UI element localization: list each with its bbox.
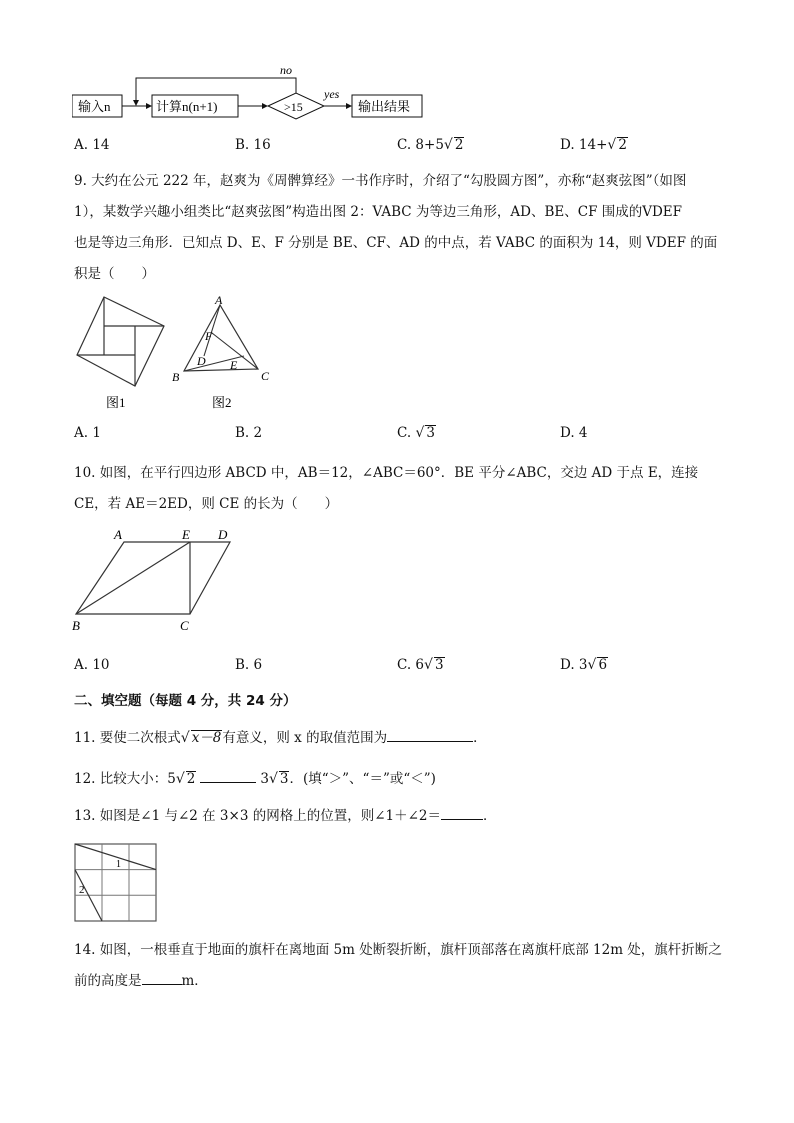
q9-option-c-text: C. xyxy=(397,425,416,441)
fig2-label-a: A xyxy=(215,293,223,307)
q11-answer-blank[interactable] xyxy=(387,729,473,742)
q11-suffix: 有意义，则 x 的取值范围为 xyxy=(222,730,388,746)
flow-compute-text: 计算n(n+1) xyxy=(156,99,218,114)
q13-text: 13. 如图是∠1 与∠2 在 3×3 的网格上的位置，则∠1＋∠2＝ xyxy=(74,808,442,824)
q10-option-c[interactable] xyxy=(397,656,445,674)
q9-line-1: 9. 大约在公元 222 年，赵爽为《周髀算经》一书作序时，介绍了“勾股圆方图”，亦称“赵爽弦图”（如图 xyxy=(74,173,687,189)
radical-sign: √ xyxy=(443,137,453,153)
radical-sign: √ xyxy=(607,137,617,153)
q9-option-a-text: A. 1 xyxy=(74,425,101,441)
q12-radicand-2: 3 xyxy=(279,771,289,787)
q9-option-b-text: B. 2 xyxy=(235,425,263,441)
q10-option-d-text: D. 3 xyxy=(560,657,588,673)
q8-option-d-text: D. 14+ xyxy=(560,137,608,153)
q8-option-d[interactable] xyxy=(560,136,628,154)
q8-option-d-radicand: 2 xyxy=(618,137,627,153)
radical-sign: √ xyxy=(415,425,425,441)
q12-prefix: 12. 比较大小：5 xyxy=(74,771,176,787)
fig-q10-label-e: E xyxy=(182,527,190,542)
q9-line-2: 1），某数学兴趣小组类比“赵爽弦图”构造出图 2：VABC 为等边三角形，AD、BE、CF 围成的VDEF xyxy=(74,204,683,220)
q14-prefix: 前的高度是 xyxy=(74,973,142,989)
q10-option-a-text: A. 10 xyxy=(74,657,110,673)
fig2-label-c: C xyxy=(261,369,270,383)
fig-q10-label-b: B xyxy=(72,618,80,633)
radical-sign: √ xyxy=(175,771,185,787)
fig2-label-d: D xyxy=(197,354,206,368)
q8-option-a[interactable] xyxy=(74,136,110,154)
q13-angle-2-label: 2 xyxy=(79,884,85,896)
flow-condition-text: >15 xyxy=(284,100,303,114)
q13-end: ． xyxy=(483,808,497,824)
q11-prefix: 11. 要使二次根式 xyxy=(74,730,181,746)
fig2-label-e: E xyxy=(230,358,238,372)
q8-flowchart xyxy=(72,60,432,120)
q14-line-1: 14. 如图，一根垂直于地面的旗杆在离地面 5m 处断裂折断，旗杆顶部落在离旗杆底部 12m 处，旗杆折断之 xyxy=(74,942,722,958)
radical-sign: √ xyxy=(268,771,278,787)
q9-figure-2 xyxy=(170,293,280,415)
q14-suffix: m． xyxy=(181,973,208,989)
q10-option-d[interactable] xyxy=(560,656,608,674)
q12-mid: 3 xyxy=(260,771,269,787)
fig2-label-b: B xyxy=(172,370,180,384)
q9-option-d[interactable] xyxy=(560,424,588,442)
q13-angle-1-label: 1 xyxy=(116,859,121,870)
q9-option-c-radicand: 3 xyxy=(426,425,435,441)
q10-line-1: 10. 如图，在平行四边形 ABCD 中，AB＝12，∠ABC＝60°．BE 平分∠ABC，交边 AD 于点 E，连接 xyxy=(74,465,699,481)
fig2-label-f: F xyxy=(205,329,213,343)
q8-option-c[interactable] xyxy=(397,136,464,154)
q14-answer-blank[interactable] xyxy=(142,972,182,985)
q8-option-c-text: C. 8+5 xyxy=(397,137,444,153)
radical-sign: √ xyxy=(180,730,190,746)
flow-yes-label: yes xyxy=(324,87,340,101)
q8-option-b[interactable] xyxy=(235,136,271,154)
q14-line-2 xyxy=(74,972,208,990)
q9-option-a[interactable] xyxy=(74,424,101,442)
fig-q10-label-c: C xyxy=(180,618,189,633)
q10-option-c-text: C. 6 xyxy=(397,657,425,673)
q9-option-c[interactable] xyxy=(397,424,436,442)
radical-sign: √ xyxy=(424,657,433,673)
q9-line-4: 积是（ ） xyxy=(74,266,155,282)
flowchart-diagram xyxy=(72,60,432,120)
q9-figure-1 xyxy=(74,295,174,413)
q10-option-c-radicand: 3 xyxy=(434,657,444,673)
q8-option-c-radicand: 2 xyxy=(454,137,464,153)
flow-output-text: 输出结果 xyxy=(358,99,411,114)
q13-answer-blank[interactable] xyxy=(441,807,483,820)
fig1-caption: 图1 xyxy=(106,395,126,410)
q10-option-b[interactable] xyxy=(235,656,262,674)
q9-line-3: 也是等边三角形．已知点 D、E、F 分别是 BE、CF、AD 的中点，若 VABC 的面积为 14，则 VDEF 的面 xyxy=(74,235,718,251)
q11-line xyxy=(74,729,487,747)
section-2-heading: 二、填空题（每题 4 分，共 24 分） xyxy=(74,693,297,709)
q8-option-b-text: B. 16 xyxy=(235,137,271,153)
flow-no-label: no xyxy=(280,63,292,77)
q10-option-d-radicand: 6 xyxy=(598,657,608,673)
q11-radicand: x－8 xyxy=(191,730,222,746)
q12-suffix: ．(填“＞”、“＝”或“＜”) xyxy=(289,771,436,787)
radical-sign: √ xyxy=(587,657,597,673)
q13-grid-figure xyxy=(74,843,158,923)
q10-figure xyxy=(66,524,246,636)
q12-radicand-1: 2 xyxy=(186,771,196,787)
q12-answer-blank[interactable] xyxy=(200,770,256,783)
q10-option-a[interactable] xyxy=(74,656,110,674)
q8-option-a-text: A. 14 xyxy=(74,137,110,153)
q10-option-b-text: B. 6 xyxy=(235,657,263,673)
q9-option-b[interactable] xyxy=(235,424,262,442)
fig-q10-label-a: A xyxy=(114,527,122,542)
fig2-caption: 图2 xyxy=(212,395,232,410)
q10-line-2: CE，若 AE＝2ED，则 CE 的长为（ ） xyxy=(74,496,339,512)
flow-input-text: 输入n xyxy=(78,99,111,114)
q12-line xyxy=(74,770,436,788)
q13-line xyxy=(74,807,497,825)
fig-q10-label-d: D xyxy=(218,527,228,542)
q11-end: ． xyxy=(473,730,487,746)
q9-option-d-text: D. 4 xyxy=(560,425,588,441)
